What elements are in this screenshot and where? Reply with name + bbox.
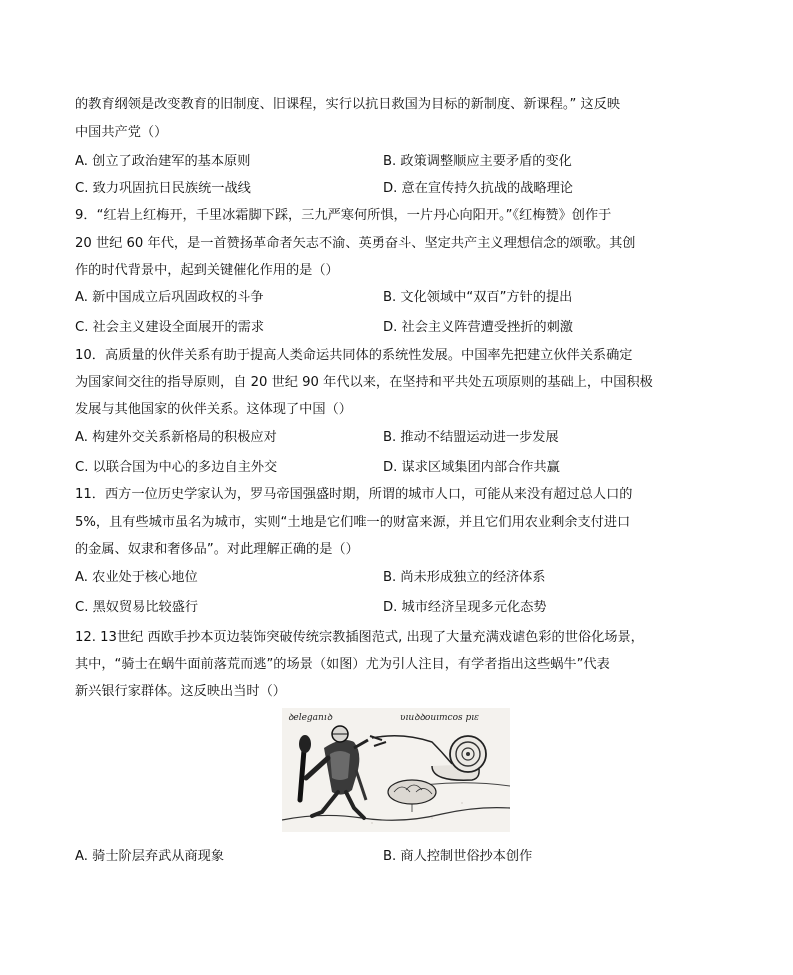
q8-text-line-1: 的教育纲领是改变教育的旧制度、旧课程，实行以抗日救国为目标的新制度、新课程。” 这反映 <box>75 97 621 112</box>
q9-text-line-1: 9．“红岩上红梅开，千里冰霜脚下踩，三九严寒何所惧，一片丹心向阳开。”《红梅赞》创作于 <box>75 208 612 223</box>
q11-option-c: C. 黑奴贸易比较盛行 <box>75 600 199 615</box>
q11-text-line-3: 的金属、奴隶和奢侈品”。对此理解正确的是（） <box>75 542 359 557</box>
q8-option-a: A. 创立了政治建军的基本原则 <box>75 154 251 169</box>
q9-text-line-2: 20 世纪 60 年代，是一首赞扬革命者矢志不渝、英勇奋斗、坚定共产主义理想信念的颂歌。其创 <box>75 236 636 251</box>
q10-option-b: B. 推动不结盟运动进一步发展 <box>383 430 559 445</box>
q11-option-b: B. 尚未形成独立的经济体系 <box>383 570 546 585</box>
knight-snail-illustration <box>282 708 510 832</box>
q9-option-c: C. 社会主义建设全面展开的需求 <box>75 320 265 335</box>
q9-option-b: B. 文化领域中“双百”方针的提出 <box>383 290 573 305</box>
q8-option-d: D. 意在宣传持久抗战的战略理论 <box>383 181 573 196</box>
q11-option-d: D. 城市经济呈现多元化态势 <box>383 600 547 615</box>
q10-option-d: D. 谋求区域集团内部合作共赢 <box>383 460 560 475</box>
q8-option-b: B. 政策调整顺应主要矛盾的变化 <box>383 154 572 169</box>
q8-option-c: C. 致力巩固抗日民族统一战线 <box>75 181 251 196</box>
figure-caption-right: ʋıuꝺꝺouımcoѕ pıɛ <box>400 713 479 723</box>
q11-option-a: A. 农业处于核心地位 <box>75 570 198 585</box>
q12-text-line-2: 其中，“骑士在蜗牛面前落荒而逃”的场景（如图）尤为引人注目，有学者指出这些蜗牛”代表 <box>75 657 610 672</box>
q10-option-c: C. 以联合国为中心的多边自主外交 <box>75 460 278 475</box>
q9-option-a: A. 新中国成立后巩固政权的斗争 <box>75 290 264 305</box>
q10-text-line-3: 发展与其他国家的伙伴关系。这体现了中国（） <box>75 402 352 417</box>
q9-option-d: D. 社会主义阵营遭受挫折的刺激 <box>383 320 573 335</box>
knight-snail-drawing <box>282 708 510 832</box>
q11-text-line-1: 11．西方一位历史学家认为，罗马帝国强盛时期，所谓的城市人口，可能从来没有超过总人口的 <box>75 487 633 502</box>
q12-option-b: B. 商人控制世俗抄本创作 <box>383 849 533 864</box>
q12-text-line-3: 新兴银行家群体。这反映出当时（） <box>75 684 286 699</box>
q10-option-a: A. 构建外交关系新格局的积极应对 <box>75 430 277 445</box>
q12-option-a: A. 骑士阶层弃武从商现象 <box>75 849 225 864</box>
q9-text-line-3: 作的时代背景中，起到关键催化作用的是（） <box>75 263 339 278</box>
q10-text-line-1: 10．高质量的伙伴关系有助于提高人类命运共同体的系统性发展。中国率先把建立伙伴关系确定 <box>75 348 633 363</box>
q8-text-line-2: 中国共产党（） <box>75 125 168 140</box>
q10-text-line-2: 为国家间交往的指导原则，自 20 世纪 90 年代以来，在坚持和平共处五项原则的基础上，中国积极 <box>75 375 653 390</box>
q12-text-line-1: 12. 13世纪 西欧手抄本页边装饰突破传统宗教插图范式, 出现了大量充满戏谑色彩的世俗化场景， <box>75 630 644 645</box>
figure-caption-left: ꝺeleganıꝺ <box>288 713 333 723</box>
q11-text-line-2: 5%，且有些城市虽名为城市，实则“土地是它们唯一的财富来源，并且它们用农业剩余支付进口 <box>75 515 631 530</box>
